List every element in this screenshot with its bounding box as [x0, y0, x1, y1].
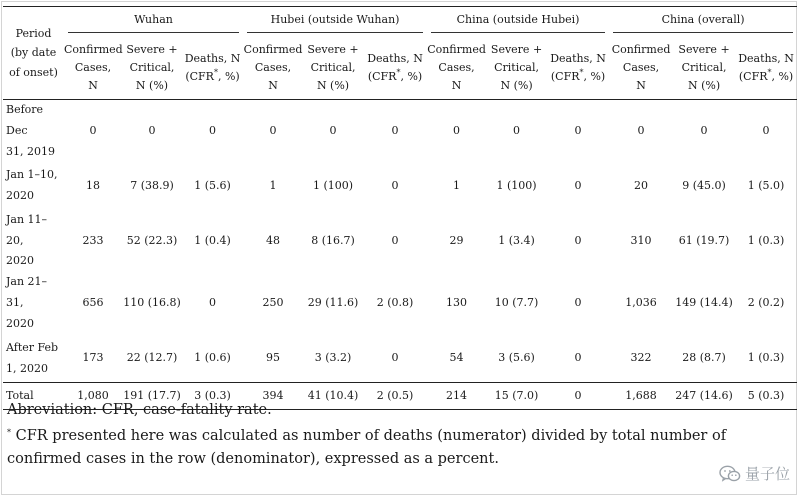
- table-cell: 3 (5.6): [498, 351, 535, 365]
- column-header-line: N (%): [316, 79, 350, 93]
- column-header-line: Severe +: [307, 42, 359, 56]
- column-header-line: Cases,: [622, 60, 660, 74]
- table-cell: 1 (5.6): [194, 178, 231, 192]
- column-header-confirmed: [427, 37, 486, 100]
- column-header-line: Severe +: [490, 42, 543, 56]
- footnote-marker: *: [579, 68, 584, 77]
- period-line: Before Dec: [6, 103, 44, 137]
- period-cell: [3, 210, 64, 273]
- column-header-severe: [303, 37, 363, 100]
- table-cell: 322: [630, 351, 652, 365]
- period-line: 1, 2020: [6, 361, 48, 375]
- column-header-line: Confirmed: [243, 42, 303, 56]
- column-header-line: , %): [771, 70, 794, 83]
- table-cell: 250: [262, 296, 284, 310]
- watermark: [719, 463, 790, 484]
- column-header-line: , %): [217, 70, 240, 83]
- table-cell: 1,036: [625, 296, 657, 310]
- total-cell: 41 (10.4): [303, 383, 363, 410]
- table-cell: 130: [446, 296, 468, 310]
- table-cell: 1 (0.3): [747, 233, 785, 247]
- column-header-deaths: [547, 37, 609, 100]
- cfr-footnote: [7, 425, 797, 470]
- table-row: [3, 163, 797, 210]
- period-line: 2020: [6, 317, 34, 331]
- table-row: [3, 335, 797, 383]
- total-cell: 214: [427, 383, 486, 410]
- footnote-text: CFR presented here was calculated as number of deaths (numerator) divided by total number of confirmed cases in the row (denominator), expressed as a percent.: [7, 428, 727, 467]
- table-cell: 48: [266, 233, 281, 247]
- column-header-line: Deaths, N: [738, 51, 794, 65]
- column-header-line: (CFR: [550, 70, 580, 83]
- period-line: 31, 2019: [6, 144, 55, 158]
- table-cell: 0: [574, 123, 582, 137]
- group-header-china-outside-hubei: China (outside Hubei): [427, 7, 609, 38]
- table-cell: 1 (0.3): [747, 351, 785, 365]
- table-cell: 0: [89, 123, 97, 137]
- wechat-icon: [719, 465, 741, 483]
- column-header-line: (CFR: [367, 70, 397, 83]
- column-header-line: Cases,: [254, 60, 292, 74]
- table-cell: 310: [630, 233, 652, 247]
- table-cell: 29: [449, 233, 464, 247]
- table-cell: 22 (12.7): [126, 351, 178, 365]
- column-header-line: Cases,: [74, 60, 112, 74]
- group-header-china-overall: China (overall): [609, 7, 797, 38]
- total-cell: 15 (7.0): [486, 383, 547, 410]
- table-cell: 20: [634, 178, 649, 192]
- table-cell: 0: [391, 178, 399, 192]
- footnote-marker: *: [396, 68, 401, 77]
- column-header-line: Cases,: [438, 60, 475, 74]
- column-header-line: Deaths, N: [184, 51, 241, 65]
- total-cell: 1,688: [609, 383, 673, 410]
- footnote-marker: *: [213, 68, 218, 77]
- total-cell: 5 (0.3): [735, 383, 797, 410]
- table-cell: 0: [574, 351, 582, 365]
- column-header-line: N: [451, 79, 462, 93]
- table-cell: 52 (22.3): [126, 233, 178, 247]
- column-header-line: N: [88, 79, 98, 93]
- column-header-severe: [122, 37, 182, 100]
- table-cell: 0: [209, 123, 217, 137]
- table-notes: [7, 399, 797, 470]
- table-cell: 28 (8.7): [682, 351, 726, 365]
- column-header-line: N (%): [687, 79, 721, 93]
- table-cell: 0: [391, 351, 399, 365]
- cases-table: [3, 6, 797, 410]
- column-header-line: , %): [400, 70, 423, 83]
- table-cell: 656: [82, 296, 104, 310]
- total-cell: 394: [243, 383, 303, 410]
- column-header-line: Critical,: [494, 60, 539, 74]
- period-cell: Total: [3, 383, 64, 410]
- column-header-severe: [486, 37, 547, 100]
- table-cell: 2 (0.8): [376, 296, 414, 310]
- table-cell: 1 (5.0): [747, 178, 785, 192]
- table-cell: 0: [700, 123, 708, 137]
- table-cell: 7 (38.9): [130, 178, 174, 192]
- table-cell: 1 (100): [312, 178, 354, 192]
- table-cell: 0: [574, 296, 582, 310]
- total-cell: 0: [547, 383, 609, 410]
- total-cell: 247 (14.6): [673, 383, 735, 410]
- column-header-line: N: [636, 79, 646, 93]
- table-cell: 0: [513, 123, 521, 137]
- column-header-line: Deaths, N: [367, 51, 423, 65]
- column-header-line: Confirmed: [64, 42, 123, 56]
- period-line: Jan 11–20,: [6, 212, 48, 247]
- column-header-deaths: [735, 37, 797, 100]
- period-cell: [3, 163, 64, 210]
- column-header-line: Severe +: [678, 42, 730, 56]
- period-header: Period (by date of onset): [9, 27, 58, 79]
- footnote-marker: *: [7, 428, 11, 438]
- footnote-marker: *: [767, 68, 772, 77]
- column-header-confirmed: [243, 37, 303, 100]
- total-cell: 191 (17.7): [122, 383, 182, 410]
- table-row: [3, 272, 797, 335]
- table-cell: 233: [82, 233, 104, 247]
- table-cell: 0: [637, 123, 645, 137]
- period-cell: [3, 272, 64, 335]
- table-cell: 18: [86, 178, 100, 192]
- table-cell: 1 (0.6): [194, 351, 231, 365]
- table-cell: 95: [266, 351, 281, 365]
- column-header-line: Critical,: [310, 60, 356, 74]
- column-header-line: N: [268, 79, 278, 93]
- watermark-text: 量子位: [744, 465, 790, 483]
- period-line: Jan 1–10,: [6, 168, 58, 182]
- column-header-line: Critical,: [681, 60, 727, 74]
- table-row: [3, 100, 797, 163]
- period-line: 2020: [6, 189, 34, 203]
- table-cell: 1: [269, 178, 277, 192]
- group-header-wuhan: Wuhan: [64, 7, 243, 38]
- table-cell: 0: [148, 123, 156, 137]
- column-header-deaths: [182, 37, 243, 100]
- table-cell: 61 (19.7): [678, 233, 730, 247]
- table-cell: 1: [453, 178, 461, 192]
- column-header-severe: [673, 37, 735, 100]
- column-header-line: N (%): [135, 79, 169, 93]
- period-cell: [3, 100, 64, 163]
- column-header-line: Severe +: [126, 42, 178, 56]
- table-cell: 9 (45.0): [682, 178, 726, 192]
- table-body: [3, 100, 797, 410]
- group-header-row: [3, 7, 797, 38]
- total-cell: 2 (0.5): [363, 383, 427, 410]
- table-cell: 1 (100): [496, 178, 537, 192]
- table-cell: 110 (16.8): [123, 296, 181, 310]
- column-header-line: Confirmed: [611, 42, 671, 56]
- column-header-confirmed: [64, 37, 122, 100]
- period-line: Jan 21–31,: [6, 275, 48, 310]
- table-row: [3, 210, 797, 273]
- table-cell: 0: [269, 123, 277, 137]
- period-line: After Feb: [6, 340, 59, 354]
- column-header-line: N (%): [500, 79, 533, 93]
- table-cell: 1 (3.4): [498, 233, 535, 247]
- table-cell: 0: [329, 123, 337, 137]
- table-cell: 0: [762, 123, 770, 137]
- column-header-confirmed: [609, 37, 673, 100]
- table-cell: 0: [209, 296, 217, 310]
- table-cell: 173: [82, 351, 104, 365]
- column-header-row: [3, 37, 797, 100]
- total-cell: 3 (0.3): [182, 383, 243, 410]
- period-cell: [3, 335, 64, 383]
- table-cell: 0: [453, 123, 461, 137]
- table-cell: 1 (0.4): [194, 233, 231, 247]
- column-header-deaths: [363, 37, 427, 100]
- table-cell: 8 (16.7): [311, 233, 355, 247]
- table-cell: 0: [391, 233, 399, 247]
- abbreviation-note: Abreviation: CFR, case-fatality rate.: [7, 402, 272, 418]
- column-header-line: (CFR: [185, 70, 214, 83]
- table-cell: 10 (7.7): [494, 296, 539, 310]
- column-header-line: Deaths, N: [550, 51, 606, 65]
- table-cell: 3 (3.2): [314, 351, 352, 365]
- table-cell: 2 (0.2): [747, 296, 785, 310]
- table-cell: 29 (11.6): [307, 296, 359, 310]
- column-header-line: Critical,: [129, 60, 175, 74]
- table-cell: 0: [574, 178, 582, 192]
- total-cell: 1,080: [64, 383, 122, 410]
- table-cell: 0: [391, 123, 399, 137]
- period-line: 2020: [6, 254, 34, 268]
- table-cell: 0: [574, 233, 582, 247]
- table-cell: 54: [449, 351, 464, 365]
- group-header-hubei-outside-wuhan: Hubei (outside Wuhan): [243, 7, 427, 38]
- column-header-line: (CFR: [738, 70, 768, 83]
- table-cell: 149 (14.4): [675, 296, 733, 310]
- column-header-line: , %): [583, 70, 606, 83]
- column-header-line: Confirmed: [427, 42, 486, 56]
